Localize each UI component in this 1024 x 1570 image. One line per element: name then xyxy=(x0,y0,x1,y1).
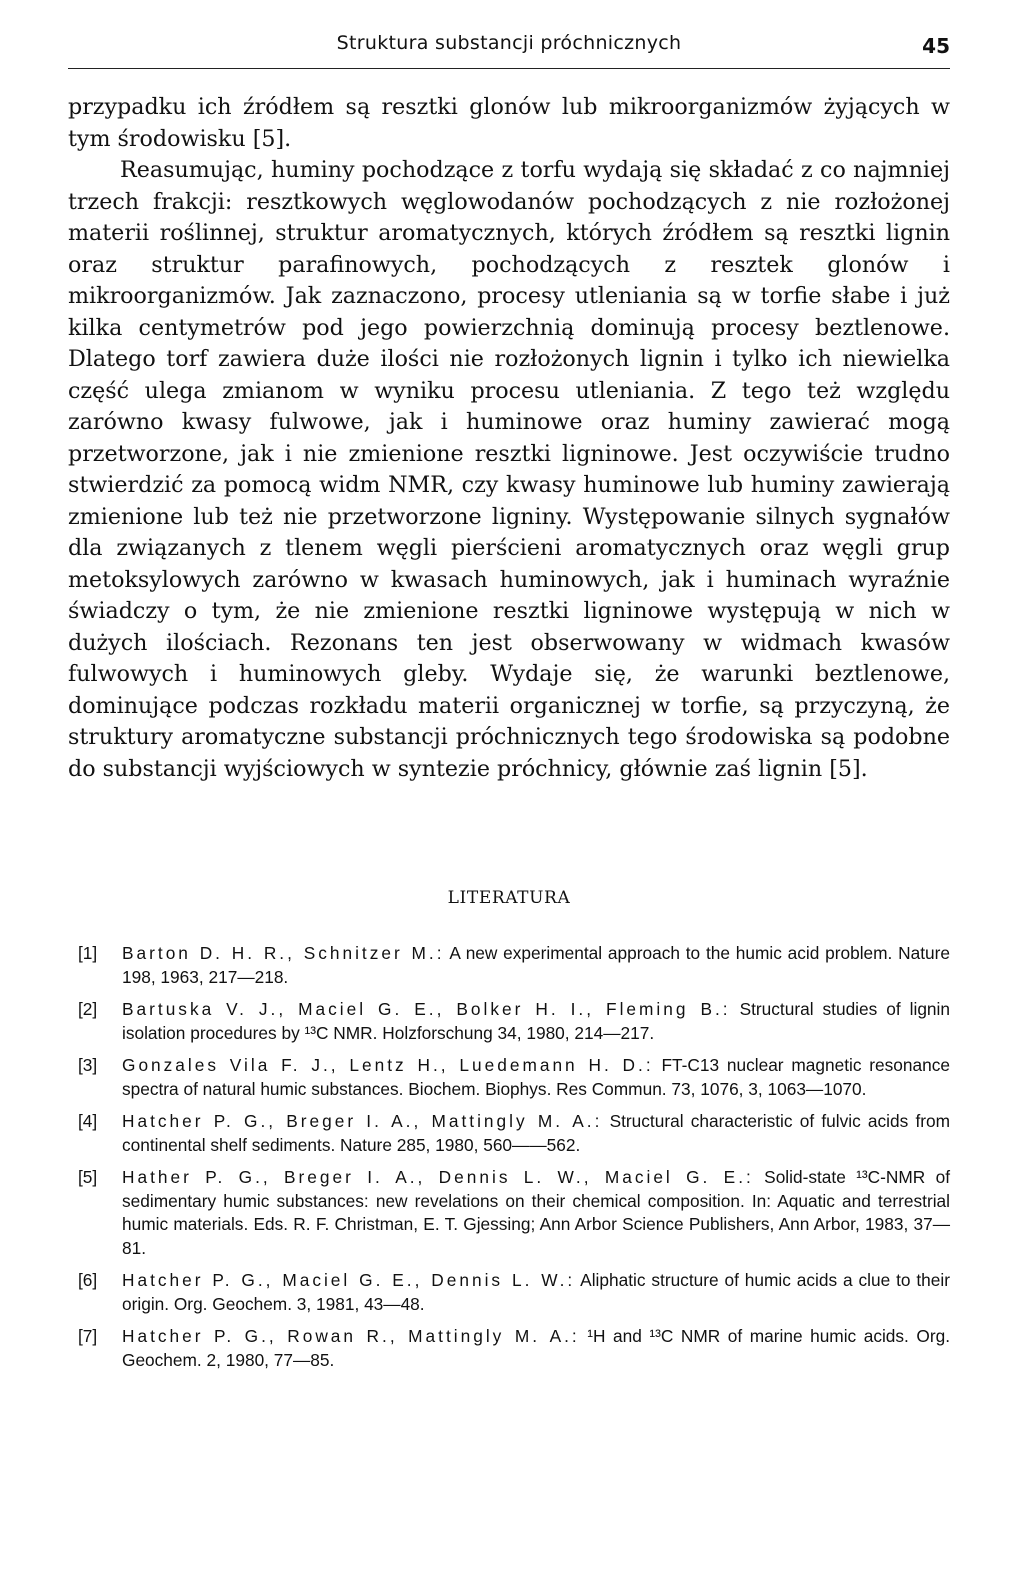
page-number: 45 xyxy=(922,34,950,58)
reference-item xyxy=(68,1054,950,1101)
reference-text: FT-C13 nuclear magnetic resonance spectra of natural humic substances. Biochem. Biophys. Res Commun. 73, 1076, 3, 1063—1070. xyxy=(122,1055,950,1099)
reference-text: Structural studies of lignin isolation procedures by ¹³C NMR. Holzforschung 34, 1980, 214—217. xyxy=(122,999,950,1043)
reference-text: Structural characteristic of fulvic acids from continental shelf sediments. Nature 285, 1980, 560——562. xyxy=(122,1111,951,1155)
reference-number: [1] xyxy=(78,943,98,963)
page-header xyxy=(68,28,950,69)
reference-authors: Barton D. H. R., Schnitzer M.: xyxy=(122,943,445,963)
reference-number: [2] xyxy=(78,999,98,1019)
reference-item xyxy=(68,1325,950,1372)
body-text xyxy=(68,92,950,785)
paragraph-continued: przypadku ich źródłem są resztki glonów lub mikroorganizmów żyjących w tym środowisku [5]. xyxy=(68,94,950,152)
reference-authors: Bartuska V. J., Maciel G. E., Bolker H. I., Fleming B.: xyxy=(122,999,731,1019)
reference-item xyxy=(68,942,950,989)
reference-item xyxy=(68,1110,950,1157)
reference-authors: Hatcher P. G., Maciel G. E., Dennis L. W.: xyxy=(122,1270,576,1290)
paragraph-summary: Reasumując, huminy pochodzące z torfu wydają się składać z co najmniej trzech frakcji: resztkowych węglowodanów pochodzących z nie rozłożonej materii roślinnej, struktur aromatycznych, których źródłem są resztki lignin oraz struktur parafinowych, pochodzących z resztek glonów i mikroorganizmów. Jak zaznaczono, procesy utleniania są w torfie słabe i już kilka centymetrów pod jego powierzchnią dominują procesy beztlenowe. Dlatego torf zawiera duże ilości nie rozłożonych lignin i tylko ich niewielka część ulega zmianom w wyniku procesu utleniania. Z tego też względu zarówno kwasy fulwowe, jak i huminowe oraz huminy zawierać mogą przetworzone, jak i nie zmienione resztki ligninowe. Jest oczywiście trudno stwierdzić za pomocą widm NMR, czy kwasy huminowe lub huminy zawierają zmienione lub też nie przetworzone ligniny. Występowanie silnych sygnałów dla związanych z tlenem węgli pierścieni aromatycznych oraz węgli grup metoksylowych zarówno w kwasach huminowych, jak i huminach wyraźnie świadczy o tym, że nie zmienione resztki ligninowe występują w nich w dużych ilościach. Rezonans ten jest obserwowany w widmach kwasów fulwowych i huminowych gleby. Wydaje się, że warunki beztlenowe, dominujące podczas rozkładu materii organicznej w torfie, są przyczyną, że struktury aromatyczne substancji próchnicznych tego środowiska są podobne do substancji wyjściowych w syntezie próchnicy, głównie zaś lignin [5]. xyxy=(68,157,950,782)
reference-text: Aliphatic structure of humic acids a clue to their origin. Org. Geochem. 3, 1981, 43—48. xyxy=(122,1270,951,1314)
reference-item xyxy=(68,1166,950,1260)
reference-number: [3] xyxy=(78,1055,98,1075)
reference-text: ¹H and ¹³C NMR of marine humic acids. Org. Geochem. 2, 1980, 77—85. xyxy=(122,1326,950,1370)
reference-list xyxy=(68,942,950,1381)
reference-number: [7] xyxy=(78,1326,98,1346)
literature-heading: LITERATURA xyxy=(447,888,571,908)
reference-item xyxy=(68,998,950,1045)
reference-text: Solid-state ¹³C-NMR of sedimentary humic substances: new revelations on their chemical composition. In: Aquatic and terrestrial humic materials. Eds. R. F. Christman, E. T. Gjessing; Ann Arbor Science Publishers, Ann Arbor, 1983, 37—81. xyxy=(122,1167,950,1258)
reference-authors: Hather P. G., Breger I. A., Dennis L. W., Maciel G. E.: xyxy=(122,1167,754,1187)
running-title: Struktura substancji próchnicznych xyxy=(336,32,682,54)
reference-authors: Hatcher P. G., Breger I. A., Mattingly M. A.: xyxy=(122,1111,603,1131)
reference-authors: Hatcher P. G., Rowan R., Mattingly M. A.: xyxy=(122,1326,580,1346)
reference-number: [6] xyxy=(78,1270,98,1290)
reference-number: [5] xyxy=(78,1167,98,1187)
reference-text: A new experimental approach to the humic acid problem. Nature 198, 1963, 217—218. xyxy=(122,943,950,987)
reference-number: [4] xyxy=(78,1111,98,1131)
reference-item xyxy=(68,1269,950,1316)
reference-authors: Gonzales Vila F. J., Lentz H., Luedemann H. D.: xyxy=(122,1055,654,1075)
